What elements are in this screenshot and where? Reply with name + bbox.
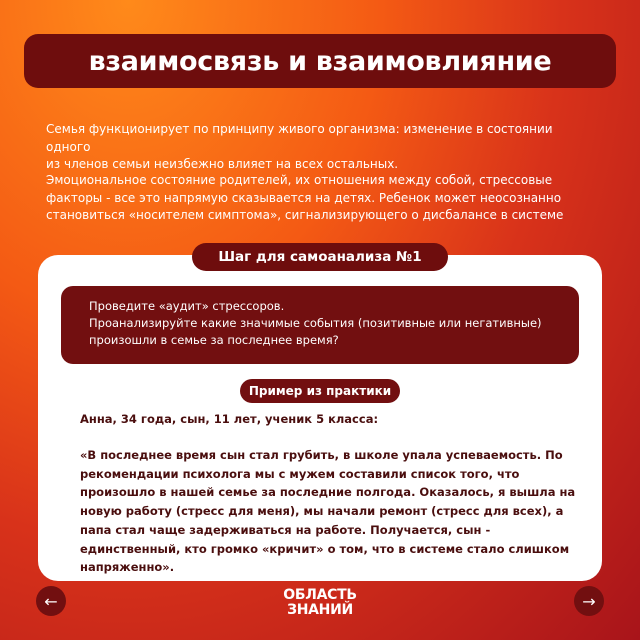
task-box <box>61 286 579 364</box>
task-line: Проанализируйте какие значимые события (позитивные или негативные) <box>89 316 542 330</box>
quote-line: «В последнее время сын стал грубить, в школе упала успеваемость. По <box>80 448 563 462</box>
quote-line: напряженно». <box>80 560 175 575</box>
intro-line: Эмоциональное состояние родителей, их отношения между собой, стрессовые <box>46 173 553 187</box>
intro-paragraph-1 <box>46 121 596 174</box>
example-label: Пример из практики <box>240 379 400 403</box>
brand-logo <box>260 588 380 618</box>
quote-line: единственный, кто громко «кричит» о том, что в системе стало слишком <box>80 541 570 556</box>
logo-line-1: ОБЛАСТЬ <box>283 587 357 603</box>
intro-line: становиться «носителем симптома», сигнализирующего о дисбалансе в системе <box>46 208 564 222</box>
task-line: Проведите «аудит» стрессоров. <box>89 299 285 313</box>
next-button[interactable] <box>574 586 604 616</box>
quote-line: произошло в нашей семье за последние полгода. Оказалось, я вышла на <box>80 485 576 500</box>
step-label: Шаг для самоанализа №1 <box>192 243 448 271</box>
intro-paragraph-2 <box>46 172 596 225</box>
case-heading: Анна, 34 года, сын, 11 лет, ученик 5 класса: <box>80 412 379 426</box>
quote-line: рекомендации психолога мы с мужем составили список того, что <box>80 466 520 481</box>
intro-line: Семья функционирует по принципу живого организма: изменение в состоянии одного <box>46 122 553 154</box>
quote-line: папа стал чаще задерживаться на работе. Получается, сын - <box>80 522 491 537</box>
task-line: произошли в семье за последнее время? <box>89 333 339 347</box>
prev-button[interactable] <box>36 586 66 616</box>
case-quote <box>80 446 576 577</box>
quote-line: новую работу (стресс для меня), мы начали ремонт (стресс для всех), а <box>80 504 564 519</box>
page-title: взаимосвязь и взаимовлияние <box>88 45 552 77</box>
arrow-left-icon: ← <box>44 591 58 611</box>
intro-line: из членов семьи неизбежно влияет на всех остальных. <box>46 157 399 171</box>
logo-line-2: ЗНАНИЙ <box>287 602 353 618</box>
title-banner <box>24 34 616 88</box>
arrow-right-icon: → <box>582 591 596 611</box>
intro-line: факторы - все это напрямую сказывается на детях. Ребенок может неосознанно <box>46 190 562 205</box>
